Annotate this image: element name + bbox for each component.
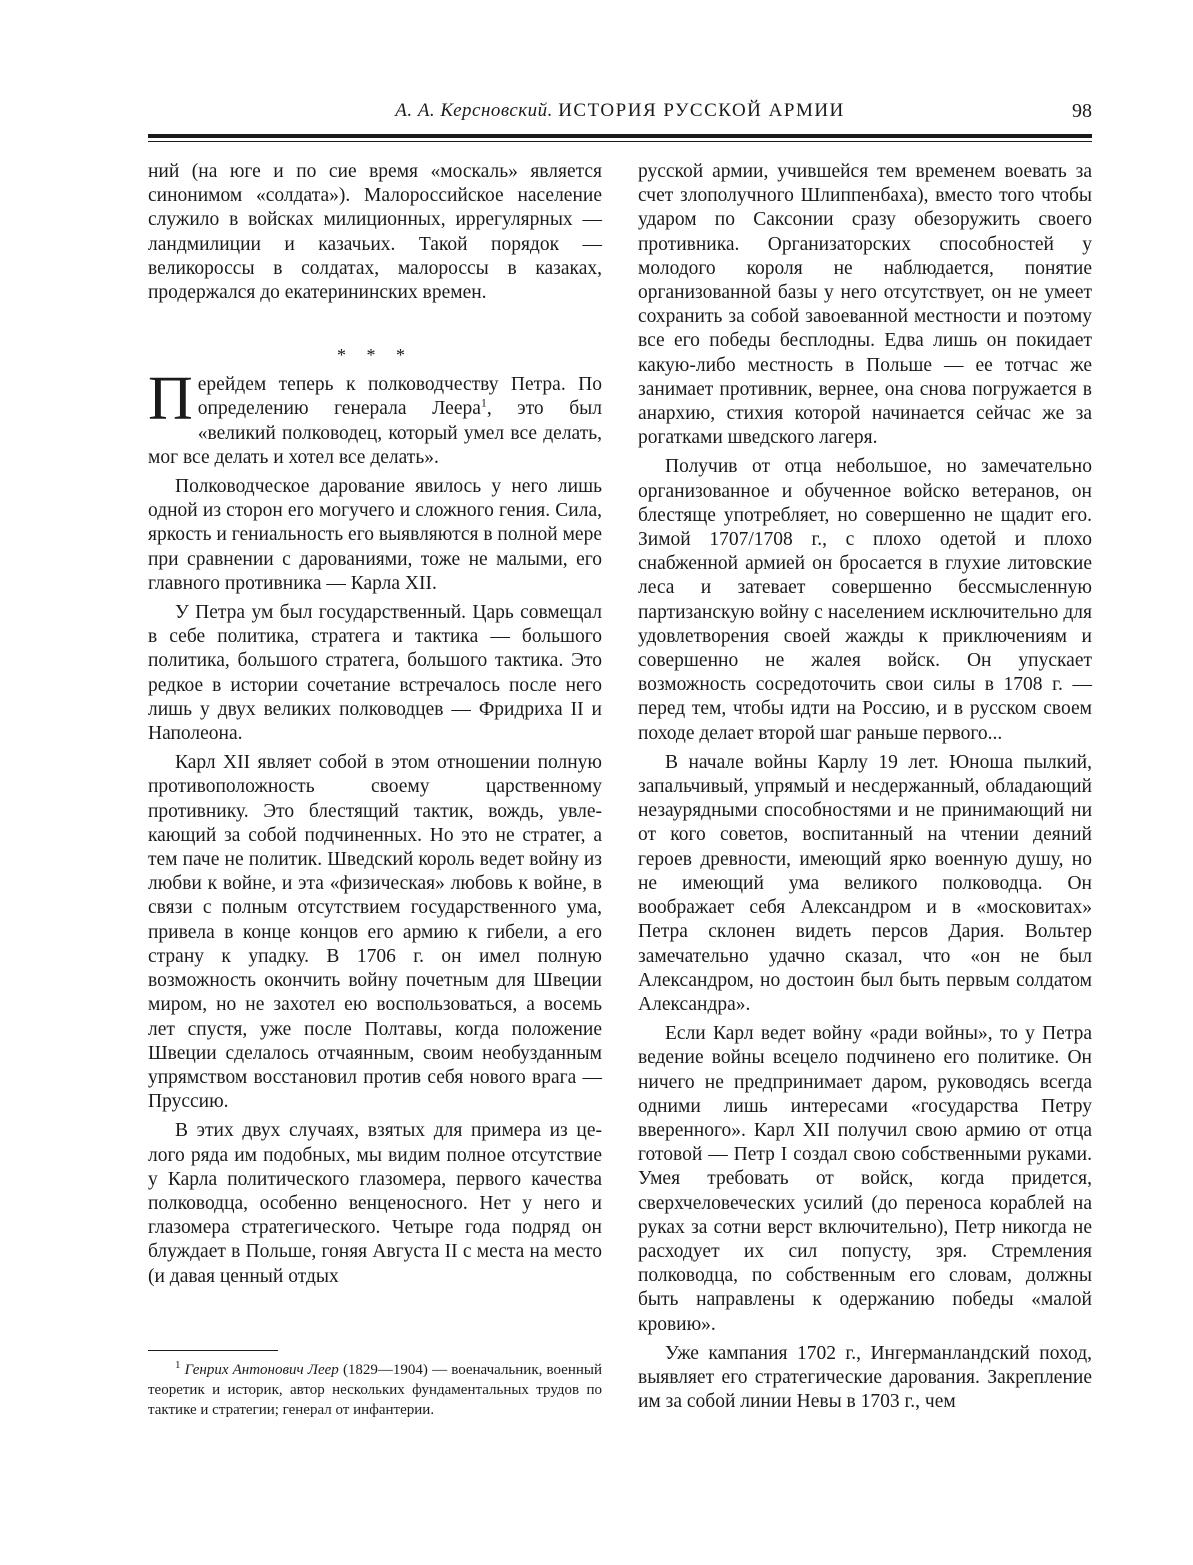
paragraph-text: ерейдем теперь к полководчеству Петра. По определению генерала Леера <box>197 374 602 420</box>
header-rule-thick <box>148 134 1092 138</box>
footnote-number: 1 <box>175 1359 181 1371</box>
footnote <box>148 1360 602 1420</box>
paragraph: В начале войны Карлу 19 лет. Юноша пылкий, запальчивый, упрямый и несдержанный, обладающий незаурядными способностями и не принимающий ни от кого советов, воспитанный на чтении деяний героев древности, имеющий ярко военную душу, но не имеющий ума великого полководца. Он воображает себя Александром и в «московитах» Петра склонен видеть персов Дария. Вольтер замечательно удачно сказал, что «он не был Александром, но достоин был быть первым солдатом Александра». <box>638 751 1092 1015</box>
section-separator: * * * <box>337 345 413 366</box>
footnote-ref[interactable]: 1 <box>480 395 487 410</box>
running-header <box>148 100 1092 130</box>
footnote-text: (1829—1904) — военачальник, военный теоретик и историк, автор нескольких фундаментальных трудов по тактике и стратегии; генерал от инфантерии. <box>148 1362 602 1418</box>
running-title <box>148 100 1092 122</box>
paragraph-dropcap <box>148 365 602 470</box>
header-rule-thin <box>148 141 1092 142</box>
paragraph: Если Карл ведет войну «ради войны», то у Петра ведение войны всецело подчинено его политике. Он ничего не предпринимает даром, руководясь всегда одними лишь интересами «государства Петру вверенного». Карл XII получил свою армию от отца готовой — Петр I создал свою собственными руками. Умея требовать от войск, когда придется, сверхчеловеческих усилий (до переноса кораблей на руках за сотни верст включительно), Петр никогда не расходует их сил попусту, зря. Стремления полководца, по собственным его словам, должны быть направлены к одержанию победы «малой кровию». <box>638 1023 1092 1335</box>
paragraph: ний (на юге и по сие время «москаль» является синонимом «солдата»). Малороссийское население служило в войсках милиционных, иррегулярных — ландмилиции и казачьих. Такой порядок — великороссы в солдатах, малороссы в казаках, продержался до екатерининских времен. <box>148 161 602 304</box>
paragraph-text: , это был «великий полководец, который умел все делать, мог все делать и хотел все делать». <box>148 398 602 468</box>
page-number: 98 <box>1072 100 1092 122</box>
paragraph: Получив от отца небольшое, но замечательно организованное и обученное войско ветеранов, он блестяще употребляет, но совершенно не щадит его. Зимой 1707/1708 г., с плохо одетой и плохо снабженной армией он бросается в глухие литовские леса и затевает совершенно бессмысленную партизанскую войну с населением исключительно для удовлетворения своей жажды к приключениям и совершенно не жалея войск. Он упускает возможность сосредоточить свои силы в 1708 г. — перед тем, чтобы идти на Россию, и в русском своем походе делает второй шаг раньше первого... <box>638 456 1092 744</box>
paragraph: Уже кампания 1702 г., Ингерманландский поход, выявляет его стратегические дарования. Закрепление им за собой линии Невы в 1703 г., чем <box>638 1342 1092 1413</box>
paragraph: Полководческое дарование явилось у него лишь одной из сторон его могучего и сложного гения. Сила, яркость и гениальность его выявляются в полной мере при сравнении с дарованиями, тоже не малыми, его главного противника — Карла XII. <box>148 476 602 594</box>
left-column <box>148 160 602 1289</box>
drop-cap: П <box>148 365 193 434</box>
paragraph: В этих двух случаях, взятых для примера из целого ряда им подобных, мы видим полное отсутствие у Карла политического глазомера, первого качества полководца, особенно венценосного. Нет у него и глазомера стратегического. Четыре года подряд он блуждает в Польше, гоняя Августа II с места на место (и давая ценный отдых <box>148 1120 602 1287</box>
paragraph: русской армии, учившейся тем временем воевать за счет злополучного Шлиппенбаха), вместо того чтобы ударом по Саксонии сразу обезоружить своего противника. Организаторских способностей у молодого короля не наблюдается, понятие организованной базы у него отсутствует, он не умеет сохранить за собой завоеванной местности и поэтому все его победы бесплодны. Едва лишь он покидает какую-либо местность в Польше — ее тотчас же занимает противник, вернее, она снова погружается в анархию, стихия которой начинается сейчас же за рогатками шведского лагеря. <box>638 161 1092 449</box>
right-column <box>638 160 1092 1414</box>
paragraph: Карл XII являет собой в этом отношении полную противоположность своему царственному противнику. Это блестящий тактик, вождь, увлекающий за собой подчиненных. Но это не стратег, а тем паче не политик. Шведский король ведет войну из любви к войне, и эта «физическая» любовь к войне, в связи с полным отсутствием государственного ума, привела в конце концов его армию к гибели, а его страну к упадку. В 1706 г. он имел полную возможность окончить войну почетным для Швеции миром, но не захотел ею воспользоваться, а восемь лет спустя, уже после Полтавы, когда положение Швеции сделалось отчаянным, своим необузданным упрямством восстановил против себя нового врага — Пруссию. <box>148 752 602 1113</box>
paragraph: У Петра ум был государственный. Царь совмещал в себе политика, стратега и тактика — большого политика, большого стратега, большого тактика. Это редкое в истории сочетание встречалось после него лишь у двух великих полководцев — Фридриха II и Наполеона. <box>148 602 602 745</box>
footnote-rule <box>148 1350 278 1351</box>
header-author: А. А. Керсновский. <box>395 100 553 121</box>
header-book-title: ИСТОРИЯ РУССКОЙ АРМИИ <box>558 100 845 121</box>
footnote-name: Генрих Антонович Леер <box>184 1362 339 1378</box>
